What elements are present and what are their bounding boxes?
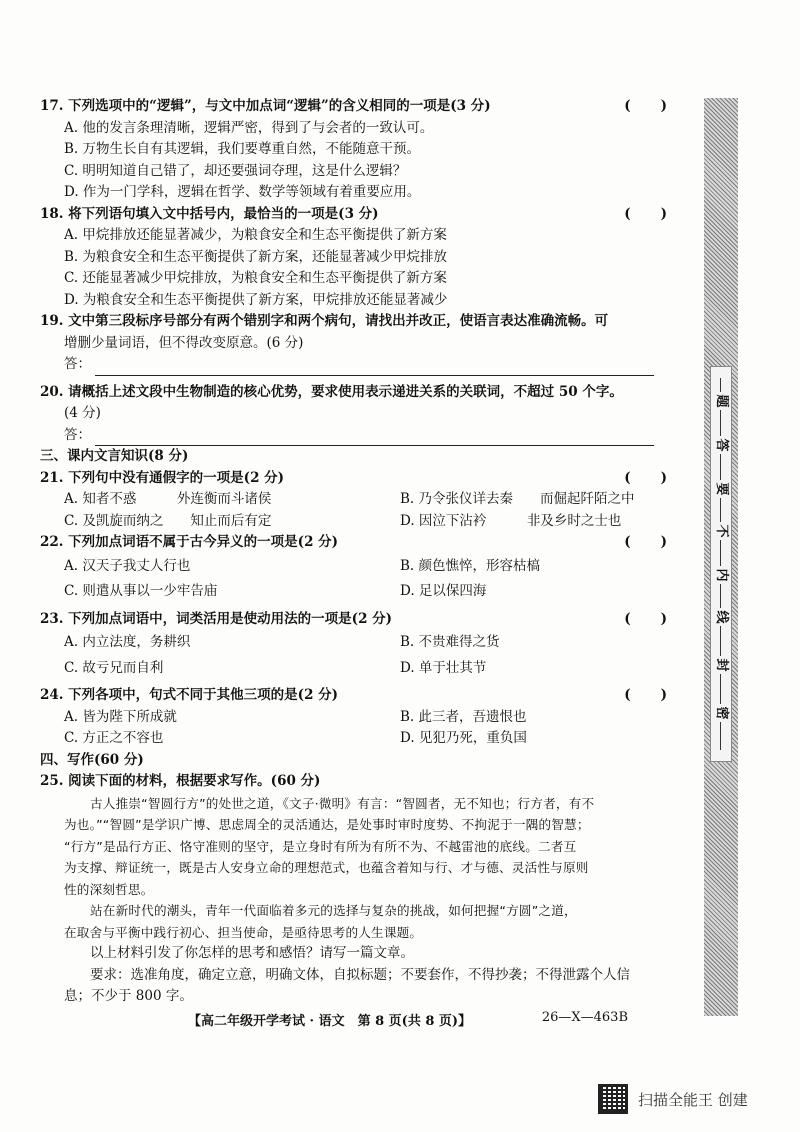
q23-options-row2 <box>40 658 672 680</box>
seal-char: 不 <box>712 522 730 540</box>
section3-heading: 三、课内文言知识(8 分) <box>40 448 189 464</box>
q21-stem <box>40 468 672 490</box>
seal-char: 内 <box>712 566 730 584</box>
q17-stem <box>40 96 672 118</box>
footer-code: 26—X—463B <box>541 1010 628 1025</box>
seal-char: 要 <box>712 480 730 498</box>
q20-stem-line1: 20. 请概括上述文段中生物制造的核心优势，要求使用表示递进关系的关联词，不超过 50 个字。 <box>40 383 623 400</box>
footer-title: 【高二年级开学考试 · 语文 第 8 页(共 8 页)】 <box>188 1014 472 1029</box>
q25-passage <box>40 793 672 944</box>
q18-stem-text: 18. 将下列语句填入文中括号内，最恰当的一项是(3 分) <box>40 205 379 222</box>
q22-options-row1 <box>40 556 672 578</box>
q21-option-d: D. 因泣下沾衿 非及乡时之士也 <box>400 512 622 529</box>
passage-line: 站在新时代的潮头，青年一代面临着多元的选择与复杂的挑战，如何把握“方圆”之道， <box>90 903 577 918</box>
q22-option-c: C. 则遣从事以一少牢告庙 <box>64 583 218 599</box>
q22-stem-text: 22. 下列加点词语不属于古今异义的一项是(2 分) <box>40 534 339 550</box>
q17-option-a: A. 他的发言条理清晰，逻辑严密，得到了与会者的一致认可。 <box>64 119 434 136</box>
q23-option-a: A. 内立法度，务耕织 <box>64 634 191 650</box>
q21-options-row2 <box>40 511 672 533</box>
q23-option-d: D. 单于壮其节 <box>400 659 487 676</box>
q24-option-a: A. 皆为陛下所成就 <box>64 708 177 725</box>
q24-option-d: D. 见犯乃死，重负国 <box>400 730 527 746</box>
q25-requirements <box>40 943 672 1008</box>
q25-prompt: 以上材料引发了你怎样的思考和感悟？请写一篇文章。 <box>90 945 414 961</box>
q17-option-d: D. 作为一门学科，逻辑在哲学、数学等领域有着重要应用。 <box>64 184 421 200</box>
seal-char: 题 <box>712 392 730 410</box>
seal-char: 封 <box>712 656 730 674</box>
q18-option-b: B. 为粮食安全和生态平衡提供了新方案，还能显著减少甲烷排放 <box>64 248 448 265</box>
q19-stem-line2: 增删少量词语，但不得改变原意。(6 分) <box>64 334 304 351</box>
passage-line: 古人推崇“智圆行方”的处世之道，《文子·微明》有言：“智圆者，无不知也；行方者，有不 <box>90 795 595 811</box>
exam-content <box>40 96 672 1008</box>
q24-options-row2 <box>40 728 672 750</box>
seal-char: 答 <box>712 436 730 454</box>
seal-char: 线 <box>712 608 730 626</box>
q19-answer-label: 答： <box>64 356 91 372</box>
q17-option-c: C. 明明知道自己错了，却还要强词夺理，这是什么逻辑？ <box>64 162 407 179</box>
q22-answer-paren: ( ) <box>624 534 668 550</box>
q25-requirement-line1: 要求：选准角度，确定立意，明确文体，自拟标题；不要套作，不得抄袭；不得泄露个人信 <box>90 966 630 983</box>
q22-option-b: B. 颜色憔悴，形容枯槁 <box>400 557 541 574</box>
passage-line: 为也。”“智圆”是学识广博、思虑周全的灵活通达，是处事时审时度势、不拘泥于一隅的智慧； <box>64 817 590 832</box>
seal-line <box>720 378 721 750</box>
passage-line: 为支撑、辩证统一，既是古人安身立命的理想范式，也蕴含着知与行、才与德、灵活性与原则 <box>64 860 589 875</box>
passage-line: “行方”是品行方正、恪守准则的坚守，是立身时有所为有所不为、不越雷池的底线。二者互 <box>64 838 577 854</box>
passage-line: 性的深刻哲思。 <box>64 881 154 897</box>
section4-heading: 四、写作(60 分) <box>40 751 144 768</box>
q19-answer-underline[interactable] <box>95 360 654 376</box>
q23-stem-text: 23. 下列加点词语中，词类活用是使动用法的一项是(2 分) <box>40 610 393 627</box>
qr-code-icon <box>598 1084 628 1114</box>
scanner-label: 扫描全能王 创建 <box>638 1090 748 1109</box>
q23-option-b: B. 不贵难得之货 <box>400 634 500 650</box>
q21-answer-paren: ( ) <box>624 469 668 486</box>
q25-stem: 25. 阅读下面的材料，根据要求写作。(60 分) <box>40 773 321 789</box>
q17-answer-paren: ( ) <box>624 98 668 114</box>
q20-answer-line[interactable] <box>40 425 672 447</box>
q21-option-a: A. 知者不惑 外连衡而斗诸侯 <box>64 491 272 507</box>
q20-stem-line2: (4 分) <box>64 405 101 421</box>
q23-stem <box>40 609 672 631</box>
q24-answer-paren: ( ) <box>624 687 668 703</box>
q20-answer-label: 答： <box>64 426 91 443</box>
q21-options-row1 <box>40 489 672 511</box>
q24-options-row1 <box>40 707 672 729</box>
seal-strip-panel <box>710 366 732 762</box>
q24-option-c: C. 方正之不容也 <box>64 730 164 746</box>
q18-option-d: D. 为粮食安全和生态平衡提供了新方案，甲烷排放还能显著减少 <box>64 291 448 308</box>
q23-options-row1 <box>40 632 672 654</box>
q22-stem <box>40 532 672 554</box>
q21-stem-text: 21. 下列句中没有通假字的一项是(2 分) <box>40 469 285 486</box>
q20-answer-underline[interactable] <box>95 430 654 446</box>
q22-option-d: D. 足以保四海 <box>400 583 487 599</box>
q19-stem-line1: 19. 文中第三段标序号部分有两个错别字和两个病句，请找出并改正，使语言表达准确流畅。可 <box>40 313 609 329</box>
q24-option-b: B. 此三者，吾遗恨也 <box>400 708 527 725</box>
q18-option-a: A. 甲烷排放还能显著减少，为粮食安全和生态平衡提供了新方案 <box>64 227 447 243</box>
q25-requirement-line2: 息；不少于 800 字。 <box>64 988 193 1004</box>
q19-answer-line[interactable] <box>40 354 672 376</box>
q22-option-a: A. 汉天子我丈人行也 <box>64 557 191 574</box>
q23-option-c: C. 故亏兄而自利 <box>64 659 164 676</box>
page-footer <box>188 1010 628 1029</box>
q23-answer-paren: ( ) <box>624 610 668 627</box>
seal-char: 密 <box>712 704 730 722</box>
q21-option-b: B. 乃令张仪详去秦 而倔起阡陌之中 <box>400 491 635 507</box>
q18-stem <box>40 204 672 226</box>
q24-stem <box>40 685 672 707</box>
passage-line: 在取舍与平衡中践行初心、担当使命，是亟待思考的人生课题。 <box>64 924 423 940</box>
q18-option-c: C. 还能显著减少甲烷排放，为粮食安全和生态平衡提供了新方案 <box>64 270 447 286</box>
q17-stem-text: 17. 下列选项中的“逻辑”，与文中加点词“逻辑”的含义相同的一项是(3 分) <box>40 98 491 114</box>
q17-option-b: B. 万物生长自有其逻辑，我们要尊重自然，不能随意干预。 <box>64 141 421 157</box>
q18-answer-paren: ( ) <box>624 205 668 222</box>
q22-options-row2 <box>40 581 672 603</box>
q21-option-c: C. 及凯旋而纳之 知止而后有定 <box>64 512 272 529</box>
q24-stem-text: 24. 下列各项中，句式不同于其他三项的是(2 分) <box>40 687 339 703</box>
scanner-watermark <box>598 1084 748 1114</box>
